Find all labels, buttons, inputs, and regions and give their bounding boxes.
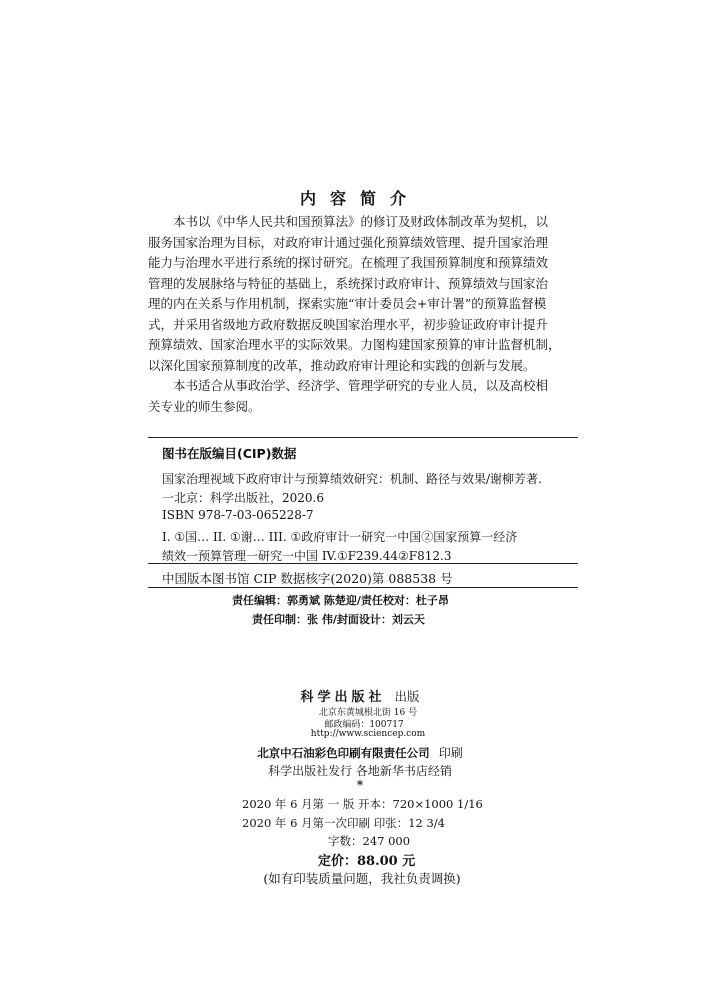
printer-line: [0, 742, 720, 761]
summary-p1-line: 服务国家治理为目标，对政府审计通过强化预算绩效管理、提升国家治理: [148, 234, 549, 250]
summary-p1-line: 管理的发展脉络与特征的基础上，系统探讨政府审计、预算绩效与国家治: [148, 275, 549, 291]
distribution-line: 科学出版社发行 各地新华书店经销: [268, 764, 452, 778]
summary-p1-line: 理的内在关系与作用机制，探索实施“审计委员会+审计署”的预算监督模: [148, 296, 547, 311]
publisher-postcode: 邮政编码：100717: [324, 720, 404, 730]
cip-number: 中国版本图书馆 CIP 数据核字(2020)第 088538 号: [162, 571, 453, 586]
quality-notice: (如有印装质量问题，我社负责调换): [263, 871, 461, 886]
edition-line: 2020 年 6 月第 一 版 开本：720×1000 1/16: [242, 797, 483, 811]
publisher-address: 北京东黄城根北街 16 号: [318, 708, 418, 718]
printer-role: 印刷: [438, 746, 463, 760]
summary-p1-line: 预算绩效、国家治理水平的实际效果。力图构建国家预算的审计监督机制，: [148, 337, 561, 352]
summary-p1-line: 式，并采用省级地方政府数据反映国家治理水平，初步验证政府审计提升: [148, 316, 549, 332]
summary-p1-line: 本书以《中华人民共和国预算法》的修订及财政体制改革为契机，以: [173, 214, 549, 229]
cip-bottom-rule: [148, 587, 578, 588]
star-separator: *: [356, 778, 364, 792]
printer-name: 北京中石油彩色印刷有限责任公司: [257, 746, 430, 760]
cip-entry-line: 一北京：科学出版社，2020.6: [162, 491, 324, 505]
cip-isbn: ISBN 978-7-03-065228-7: [162, 508, 314, 522]
summary-paragraph-1: [148, 212, 578, 376]
cip-top-rule: [148, 437, 578, 438]
publisher-name: 科学出版社: [300, 690, 386, 705]
cip-middle-rule: [148, 563, 578, 564]
printing-line: 2020 年 6 月第一次印刷 印张：12 3/4: [242, 816, 446, 830]
word-count: 字数：247 000: [328, 834, 411, 848]
cip-title: 图书在版编目(CIP)数据: [162, 446, 297, 461]
price: 定价：88.00 元: [318, 854, 416, 869]
publisher-role: 出版: [394, 689, 420, 704]
credits-line: 责任编辑：郭勇斌 陈楚迎/责任校对：杜子昂: [232, 594, 449, 607]
summary-p2-line: 关专业的师生参阅。: [148, 398, 261, 414]
publisher-heading: [0, 686, 720, 705]
cip-entry-line: 国家治理视域下政府审计与预算绩效研究：机制、路径与效果/谢柳芳著.: [162, 472, 542, 486]
summary-paragraph-2: [148, 376, 578, 417]
summary-title: 内容简介: [299, 189, 420, 208]
publisher-website[interactable]: http://www.sciencep.com: [310, 729, 426, 739]
summary-p1-line: 能力与治理水平进行系统的探讨研究。在梳理了我国预算制度和预算绩效: [148, 255, 549, 270]
cip-classification-line: 绩效一预算管理一研究一中国 IV.①F239.44②F812.3: [162, 549, 452, 563]
summary-p1-line: 以深化国家预算制度的改革，推动政府审计理论和实践的创新与发展。: [148, 357, 536, 373]
credits-line: 责任印制：张 伟/封面设计：刘云天: [252, 613, 425, 626]
summary-p2-line: 本书适合从事政治学、经济学、管理学研究的专业人员，以及高校相: [173, 378, 549, 393]
cip-classification-line: I. ①国… II. ①谢… III. ①政府审计一研究一中国②国家预算一经济: [162, 530, 518, 544]
